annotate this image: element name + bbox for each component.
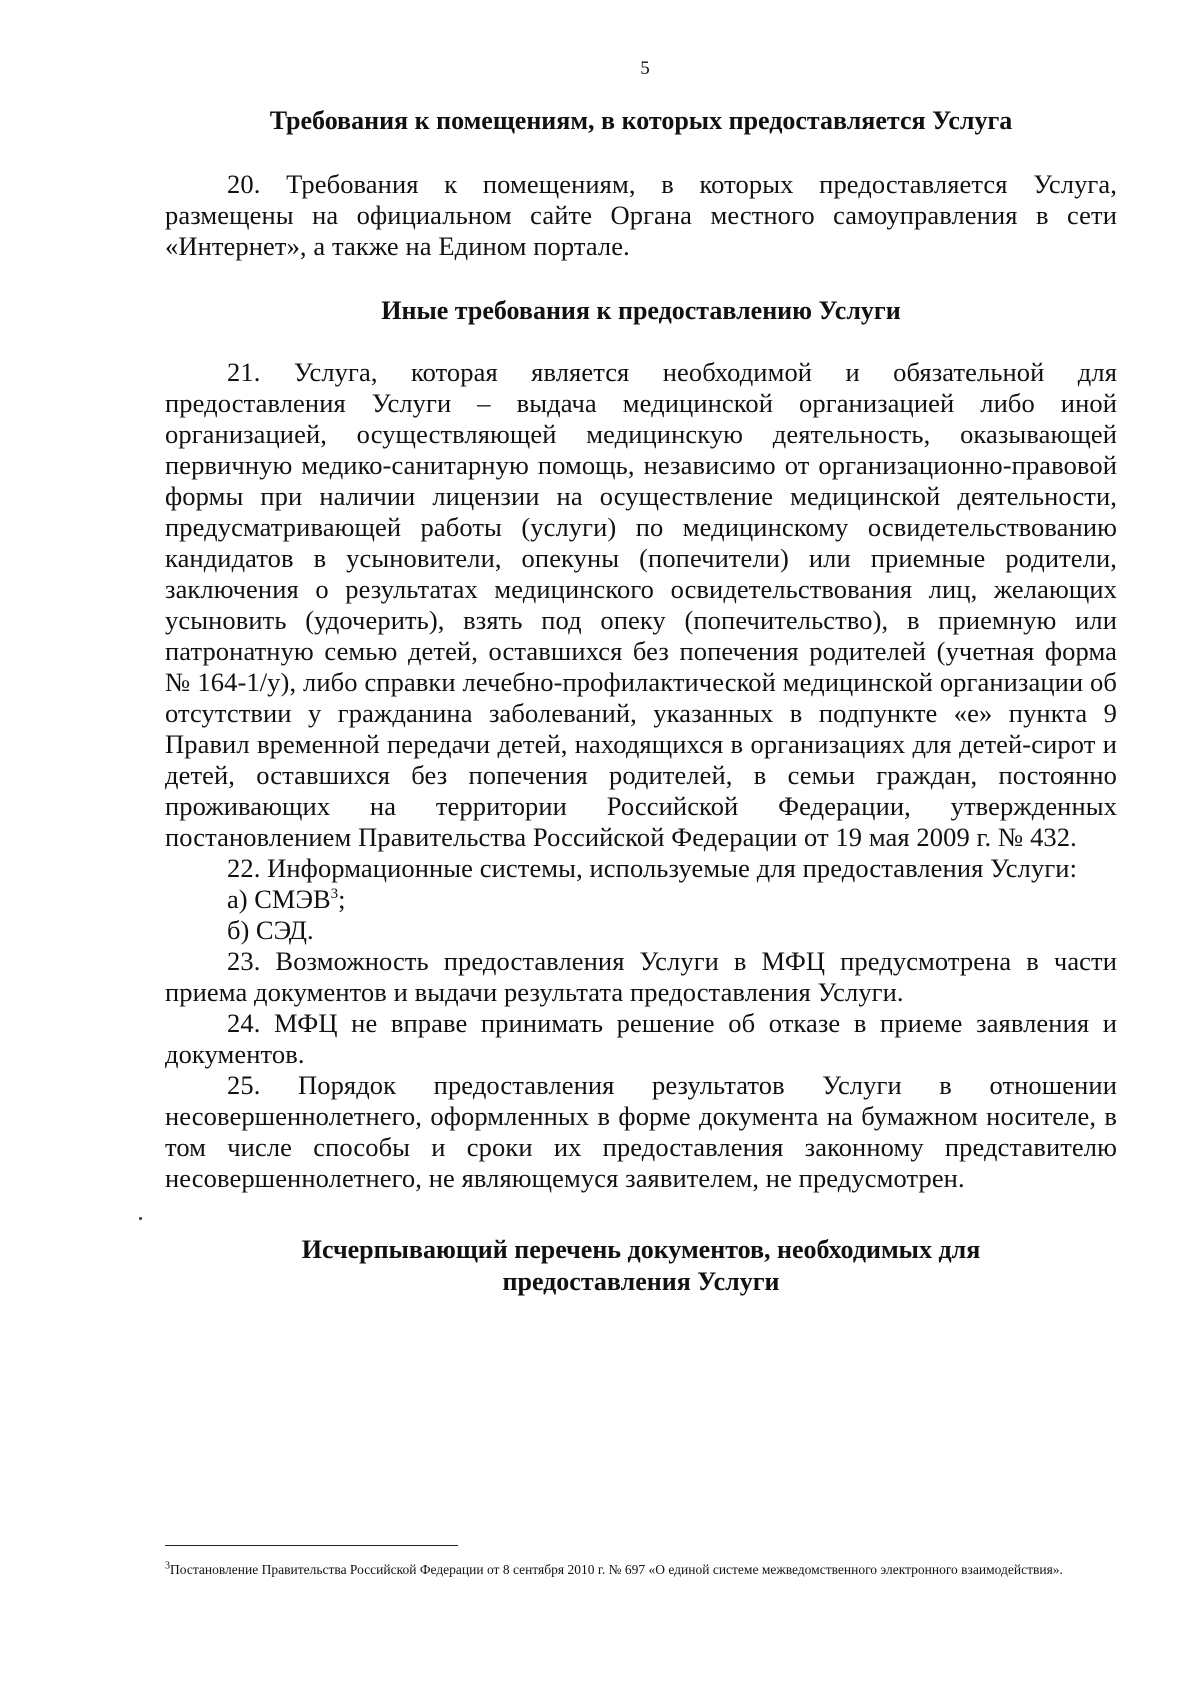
footnote-text: Постановление Правительства Российской Федерации от 8 сентября 2010 г. № 697 «О единой системе межведомственного электронного взаимодействия».: [170, 1562, 1063, 1577]
list-item-a-end: ;: [338, 884, 346, 914]
page-number: 5: [640, 58, 650, 79]
paragraph-24: 24. МФЦ не вправе принимать решение об отказе в приеме заявления и документов.: [165, 1008, 1117, 1069]
section-heading-premises: Требования к помещениям, в которых предоставляется Услуга: [269, 106, 1013, 135]
section-heading-documents-line2: предоставления Услуги: [502, 1267, 780, 1296]
scan-speck: [139, 1217, 142, 1220]
document-body: [165, 105, 1117, 1298]
list-item-b: б) СЭД.: [227, 915, 314, 945]
footnote: [165, 1560, 1117, 1580]
footnote-ref-3: 3: [330, 886, 339, 903]
section-heading-other-requirements: Иные требования к предоставлению Услуги: [381, 296, 901, 325]
list-item-a: [165, 884, 1117, 915]
paragraph-20: 20. Требования к помещениям, в которых предоставляется Услуга, размещены на официальном сайте Органа местного самоуправления в сети «Интернет», а также на Едином портале.: [165, 169, 1117, 261]
footnote-marker: 3: [165, 1560, 170, 1572]
section-heading-documents-list: [165, 1234, 1117, 1298]
footnote-divider: [165, 1545, 458, 1546]
section-heading-documents-line1: Исчерпывающий перечень документов, необходимых для: [301, 1235, 981, 1264]
list-item-a-text: а) СМЭВ: [227, 884, 331, 914]
paragraph-25: 25. Порядок предоставления результатов Услуги в отношении несовершеннолетнего, оформленных в форме документа на бумажном носителе, в том числе способы и сроки их предоставления законному представителю несовершеннолетнего, не являющемуся заявителем, не предусмотрен.: [165, 1070, 1117, 1193]
paragraph-21: 21. Услуга, которая является необходимой и обязательной для предоставления Услуги – выдача медицинской организацией либо иной организацией, осуществляющей медицинскую деятельность, оказывающей первичную медико-санитарную помощь, независимо от организационно-правовой формы при наличии лицензии на осуществление медицинской деятельности, предусматривающей работы (услуги) по медицинскому освидетельствованию кандидатов в усыновители, опекуны (попечители) или приемные родители, заключения о результатах медицинского освидетельствования лиц, желающих усыновить (удочерить), взять под опеку (попечительство), в приемную или патронатную семью детей, оставшихся без попечения родителей (учетная форма № 164-1/у), либо справки лечебно-профилактической медицинской организации об отсутствии у гражданина заболеваний, указанных в подпункте «е» пункта 9 Правил временной передачи детей, находящихся в организациях для детей-сирот и детей, оставшихся без попечения родителей, в семьи граждан, постоянно проживающих на территории Российской Федерации, утвержденных постановлением Правительства Российской Федерации от 19 мая 2009 г. № 432.: [165, 357, 1117, 852]
paragraph-22: 22. Информационные системы, используемые для предоставления Услуги:: [227, 853, 1078, 883]
paragraph-23: 23. Возможность предоставления Услуги в МФЦ предусмотрена в части приема документов и выдачи результата предоставления Услуги.: [165, 946, 1117, 1007]
